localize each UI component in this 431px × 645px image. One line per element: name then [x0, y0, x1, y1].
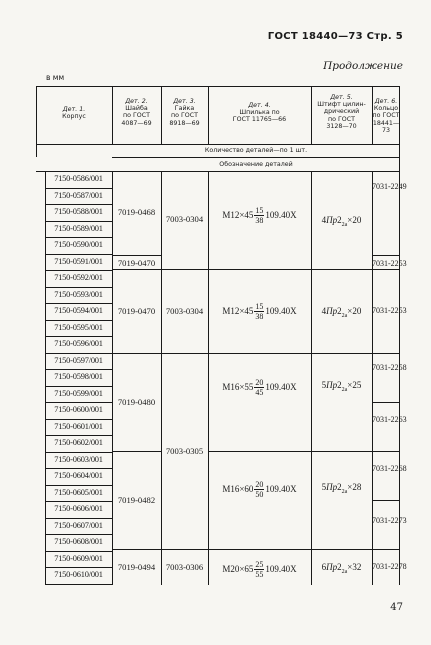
pin-sym: Пр: [326, 562, 338, 572]
code-row-line: [45, 452, 112, 453]
body-code: 7150-0587/001: [54, 190, 103, 200]
stud-num: 20: [255, 479, 264, 489]
col-header-nut-l2: Гайка: [174, 105, 195, 113]
pin-sub: 2а: [341, 312, 348, 319]
pin-sep-4: [311, 549, 372, 550]
unit-label: в мм: [46, 73, 65, 82]
ring-sep-4: [372, 402, 400, 403]
body-code: 7150-0605/001: [54, 487, 103, 497]
body-code: 7150-0599/001: [54, 388, 103, 398]
stud-num: 15: [255, 205, 264, 215]
body-code: 7150-0592/001: [54, 273, 103, 282]
stud-num: 25: [255, 559, 264, 569]
designation-span: Обозначение деталей: [219, 161, 293, 168]
col-header-washer-l3: по ГОСТ: [122, 112, 150, 120]
stud-fraction: [254, 378, 264, 397]
washer-value: 7019-0470: [117, 258, 156, 268]
col-header-stud: [208, 102, 311, 124]
code-row-line: [45, 287, 112, 288]
stud-den: 50: [255, 489, 264, 499]
body-code: 7150-0606/001: [54, 504, 103, 513]
body-code: 7150-0591/001: [54, 256, 103, 266]
stud-num: 20: [255, 377, 264, 387]
ring-value: 7031-2268: [372, 464, 407, 473]
nut-value: 7003-0305: [165, 446, 204, 456]
washer-sep-4: [112, 451, 161, 452]
code-bottom-border: [45, 584, 112, 585]
body-code: 7150-0593/001: [54, 289, 103, 299]
stud-value: [208, 474, 311, 504]
code-row-line: [45, 402, 112, 403]
parts-table: [36, 86, 407, 585]
code-row-line: [45, 485, 112, 486]
nut-sep-2: [161, 353, 208, 354]
col-header-nut-l4: 8918—69: [169, 119, 200, 127]
washer-sep-3: [112, 353, 161, 354]
ring-sep-3: [372, 353, 400, 354]
code-row-line: [45, 353, 112, 354]
code-row-line: [45, 270, 112, 271]
stud-post: 109.40X: [265, 382, 297, 392]
body-code: 7150-0603/001: [54, 454, 103, 464]
stud-den: 38: [255, 215, 264, 225]
nut-value: 7003-0304: [165, 214, 204, 224]
ring-sep-2: [372, 269, 400, 270]
ring-value: 7031-2278: [372, 562, 407, 571]
stud-value: [208, 296, 311, 326]
pin-base: 2: [337, 380, 342, 390]
washer-sep-5: [112, 549, 161, 550]
body-code: 7150-0594/001: [54, 306, 103, 315]
pin-sub: 2а: [341, 221, 348, 228]
pin-pre: 6: [321, 562, 327, 572]
body-code: 7150-0601/001: [54, 421, 103, 431]
stud-pre: M16×55: [222, 382, 254, 392]
col-header-pin-l2: Штифт цилин-: [317, 101, 366, 109]
stud-value: [208, 554, 311, 584]
ring-sep-1: [372, 255, 400, 256]
col-header-washer-l2: Шайба: [125, 105, 148, 113]
code-row-line: [45, 320, 112, 321]
pin-pre: 4: [321, 215, 327, 225]
body-code: 7150-0595/001: [54, 322, 103, 332]
pin-base: 2: [337, 562, 342, 572]
washer-value: 7019-0470: [117, 306, 156, 316]
code-row-line: [45, 303, 112, 304]
span-divider-1: [112, 157, 400, 158]
body-code: 7150-0602/001: [54, 438, 103, 447]
washer-value: 7019-0480: [117, 397, 156, 407]
stud-num: 15: [255, 301, 264, 311]
stud-post: 109.40X: [265, 210, 297, 220]
body-code: 7150-0590/001: [54, 240, 103, 249]
stud-value: [208, 372, 311, 402]
pin-sym: Пр: [326, 215, 338, 225]
code-row-line: [45, 221, 112, 222]
col-header-stud-l1: Дет. 4.: [248, 102, 271, 109]
body-code: 7150-0610/001: [54, 570, 103, 579]
stud-pre: M12×45: [222, 306, 254, 316]
code-row-line: [45, 254, 112, 255]
body-code: 7150-0608/001: [54, 537, 103, 546]
body-code: 7150-0589/001: [54, 223, 103, 233]
body-code: 7150-0596/001: [54, 339, 103, 348]
code-row-line: [45, 567, 112, 568]
stud-den: 45: [255, 387, 264, 397]
pin-value: [311, 306, 372, 319]
pin-sep-3: [311, 451, 372, 452]
body-code: 7150-0607/001: [54, 520, 103, 530]
code-row-line: [45, 468, 112, 469]
col-header-pin-l3: дрический: [323, 108, 360, 116]
pin-pre: 4: [321, 306, 327, 316]
col-header-body-l2: Корпус: [62, 113, 86, 121]
table-border-top: [36, 86, 400, 87]
pin-sep-1: [311, 269, 372, 270]
page-header: ГОСТ 18440—73 Стр. 5: [267, 31, 403, 42]
body-code: 7150-0609/001: [54, 553, 103, 563]
col-header-body: [36, 106, 112, 120]
nut-sep-3: [161, 549, 208, 550]
pin-post: ×28: [347, 482, 362, 492]
code-row-line: [45, 369, 112, 370]
pin-sub: 2а: [341, 386, 348, 393]
stud-pre: M12×45: [222, 210, 254, 220]
code-row-line: [45, 435, 112, 436]
col-header-ring: [372, 98, 400, 134]
pin-sub: 2а: [341, 488, 348, 495]
pin-sym: Пр: [326, 306, 338, 316]
ring-value: 7031-2263: [372, 415, 407, 424]
body-line-washer: [161, 171, 162, 585]
continuation-label: Продолжение: [323, 60, 403, 72]
pin-pre: 5: [321, 380, 327, 390]
pin-sym: Пр: [326, 482, 338, 492]
ring-value: 7031-2253: [372, 306, 407, 315]
body-line-code-right: [112, 171, 113, 585]
code-row-line: [45, 518, 112, 519]
stud-post: 109.40X: [265, 306, 297, 316]
washer-sep-2: [112, 269, 161, 270]
stud-fraction: [254, 302, 264, 321]
stud-fraction: [254, 206, 264, 225]
col-header-pin-l5: 3128—70: [326, 122, 357, 130]
col-header-pin: [311, 94, 372, 130]
pin-sym: Пр: [326, 380, 338, 390]
nut-sep-1: [161, 269, 208, 270]
col-header-ring-l2: Кольцо: [373, 105, 399, 113]
header-divider: [36, 144, 400, 145]
col-header-washer-l1: Дет. 2.: [125, 98, 148, 105]
col-header-nut: [161, 98, 208, 127]
code-row-line: [45, 336, 112, 337]
washer-value: 7019-0494: [117, 562, 156, 572]
pin-value: [311, 380, 372, 393]
ring-value: 7031-2253: [372, 259, 407, 268]
pin-post: ×20: [347, 306, 362, 316]
code-row-line: [45, 204, 112, 205]
stud-post: 109.40X: [265, 564, 297, 574]
stud-sep-2: [208, 353, 311, 354]
table-border-left: [36, 86, 37, 157]
stud-pre: M20×65: [222, 564, 254, 574]
col-header-stud-l2: Шпилька по: [239, 109, 280, 117]
pin-post: ×32: [347, 562, 362, 572]
pin-pre: 5: [321, 482, 327, 492]
col-header-pin-l4: по ГОСТ: [327, 115, 355, 123]
ring-value: 7031-2258: [372, 363, 407, 372]
stud-sep-3: [208, 451, 311, 452]
ring-sep-5: [372, 451, 400, 452]
stud-fraction: [254, 480, 264, 499]
code-row-line: [45, 534, 112, 535]
pin-base: 2: [337, 482, 342, 492]
code-row-line: [45, 188, 112, 189]
col-header-washer: [112, 98, 161, 127]
col-header-ring-l3: по ГОСТ: [372, 112, 400, 120]
stud-den: 55: [255, 569, 264, 579]
stud-post: 109.40X: [265, 484, 297, 494]
pin-value: [311, 482, 372, 495]
col-header-pin-l1: Дет. 5.: [330, 94, 353, 101]
col-header-ring-l1: Дет. 6.: [374, 98, 398, 105]
pin-sub: 2а: [341, 568, 348, 575]
ring-sep-7: [372, 549, 400, 550]
col-header-nut-l1: Дет. 3.: [173, 98, 196, 105]
body-code: 7150-0586/001: [54, 174, 103, 183]
pin-post: ×20: [347, 215, 362, 225]
stud-fraction: [254, 560, 264, 579]
washer-sep-1: [112, 255, 161, 256]
nut-value: 7003-0306: [165, 562, 204, 572]
quantity-span: Количество деталей—по 1 шт.: [204, 147, 308, 154]
col-header-stud-l3: ГОСТ 11765—66: [232, 116, 287, 124]
washer-value: 7019-0482: [117, 495, 156, 505]
body-code: 7150-0600/001: [54, 405, 103, 414]
stud-sep-1: [208, 269, 311, 270]
body-line-stud: [311, 171, 312, 585]
col-header-washer-l4: 4087—69: [121, 119, 152, 127]
ring-sep-6: [372, 500, 400, 501]
col-header-body-l1: Дет. 1.: [62, 106, 86, 113]
pin-base: 2: [337, 306, 342, 316]
col-header-ring-l4: 18441—73: [372, 119, 400, 134]
stud-value: [208, 200, 311, 230]
pin-base: 2: [337, 215, 342, 225]
code-row-line: [45, 501, 112, 502]
washer-value: 7019-0468: [117, 207, 156, 217]
stud-sep-4: [208, 549, 311, 550]
code-row-line: [45, 237, 112, 238]
ring-value: 7031-2249: [372, 182, 407, 191]
nut-value: 7003-0304: [165, 306, 204, 316]
pin-value: [311, 562, 372, 575]
code-row-line: [45, 419, 112, 420]
stud-pre: M16×60: [222, 484, 254, 494]
pin-value: [311, 215, 372, 228]
stud-den: 38: [255, 311, 264, 321]
body-code: 7150-0598/001: [54, 372, 103, 381]
code-row-line: [45, 386, 112, 387]
body-code: 7150-0604/001: [54, 471, 103, 480]
body-code: 7150-0597/001: [54, 355, 103, 365]
code-row-line: [45, 551, 112, 552]
page-number: 47: [390, 602, 403, 613]
pin-sep-2: [311, 353, 372, 354]
pin-post: ×25: [347, 380, 362, 390]
col-header-nut-l3: по ГОСТ: [170, 112, 198, 120]
body-code: 7150-0588/001: [54, 207, 103, 216]
ring-value: 7031-2273: [372, 516, 407, 525]
